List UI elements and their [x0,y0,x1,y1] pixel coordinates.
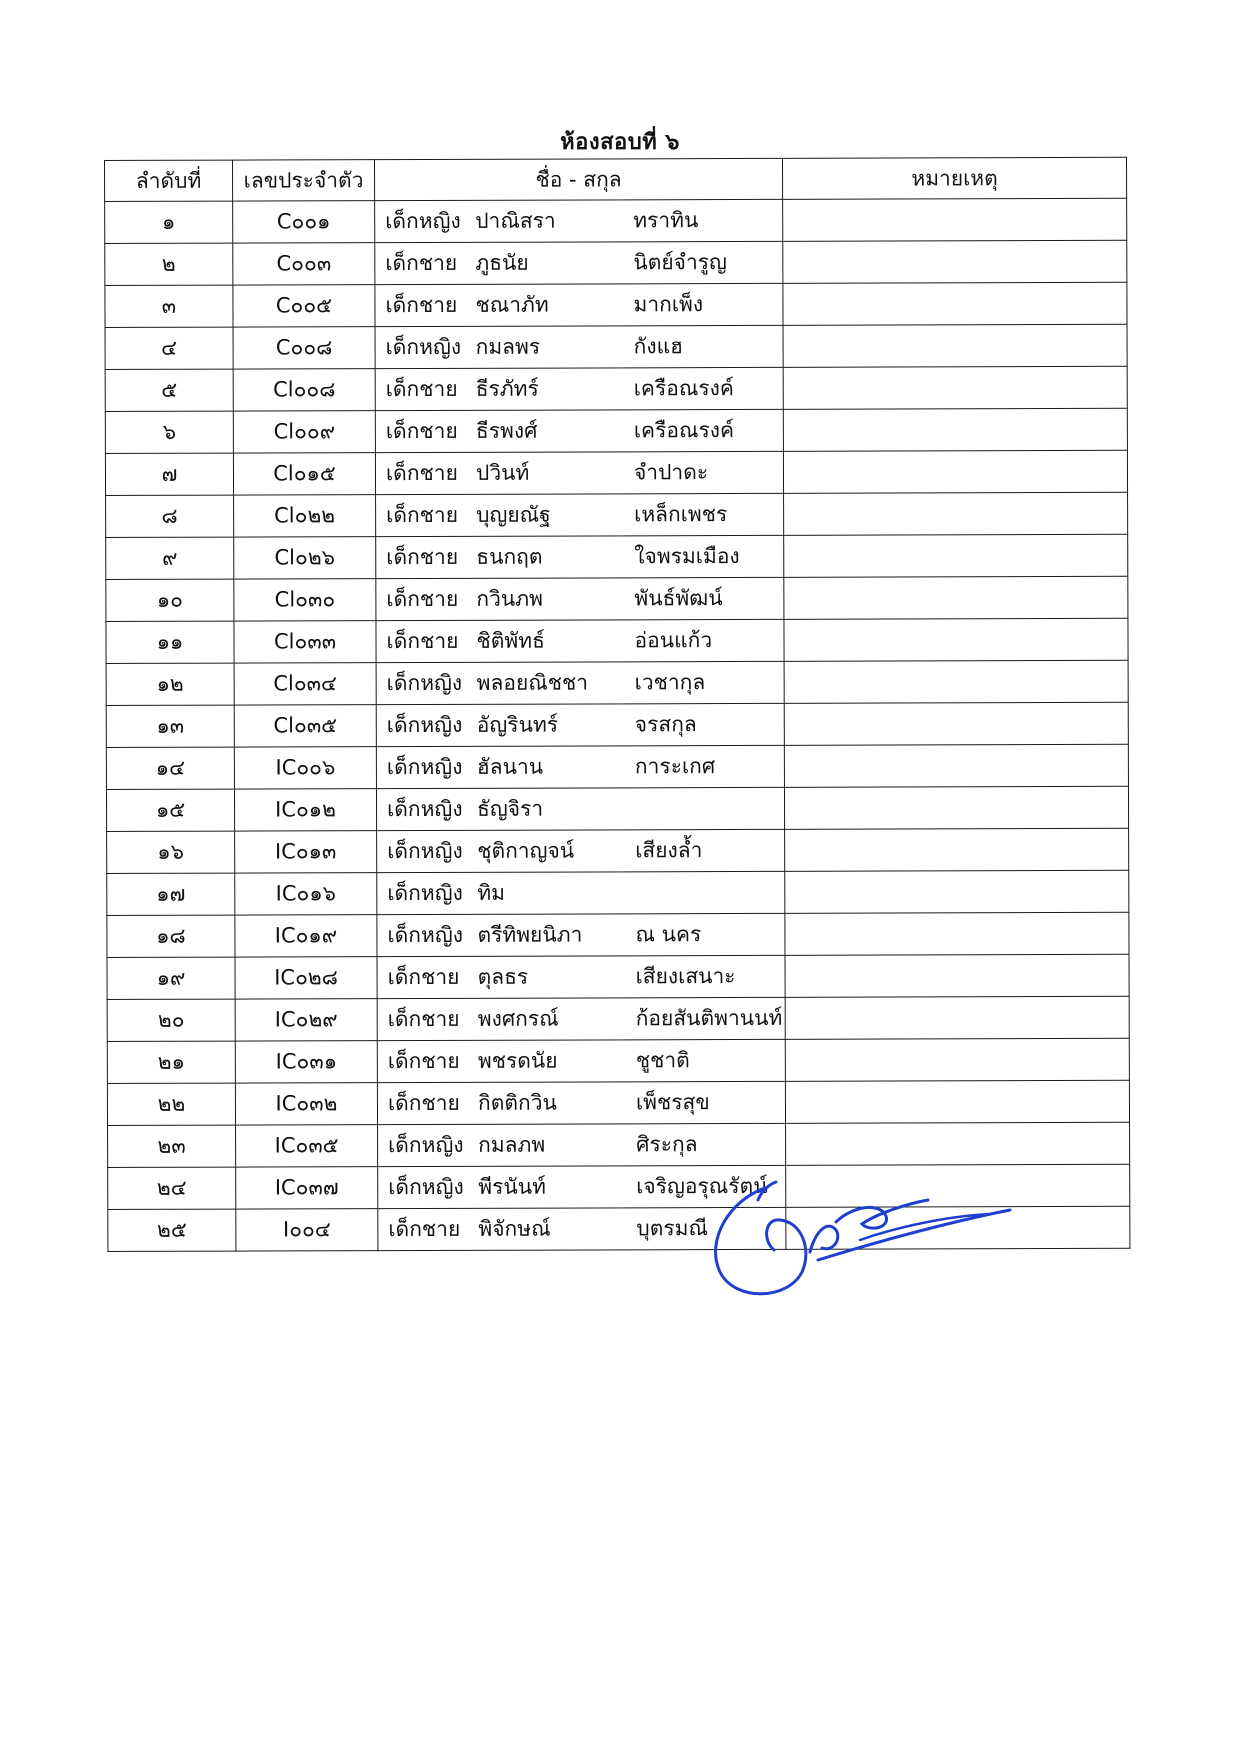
surname: เสียงเสนาะ [635,964,736,989]
surname: ก้อยสันติพานนท์ [635,1005,783,1031]
remarks-cell [784,702,1128,745]
surname: นิตย์จำรูญ [633,250,727,275]
given-name: กวินภพ [476,586,543,611]
header-student-id: เลขประจำตัว [233,160,375,201]
student-id: Cl๐๓๕ [234,705,376,747]
table-row [106,786,1128,831]
name-prefix: เด็กชาย [387,1090,460,1116]
remarks-cell [785,954,1129,997]
given-name: ธนกฤต [476,544,543,569]
student-full-name [375,199,783,242]
remarks-cell [784,618,1128,661]
name-prefix: เด็กชาย [385,376,458,402]
student-full-name [375,283,783,326]
table-row [106,534,1128,579]
table-header [105,157,1127,201]
student-id: C๐๐๑ [233,201,375,243]
student-full-name [376,493,784,536]
given-name: ชิติพัทธ์ [476,628,545,653]
surname: จำปาดะ [633,460,709,485]
table-row [106,660,1128,705]
student-full-name [376,577,784,620]
surname: ณ นคร [635,922,702,947]
row-number: ๒๕ [108,1209,236,1251]
student-id: C๐๐๓ [233,243,375,285]
name-prefix: เด็กหญิง [387,838,463,864]
header-remarks: หมายเหตุ [782,157,1126,199]
student-full-name [377,1039,785,1082]
name-prefix: เด็กหญิง [388,1174,464,1200]
given-name: กมลพร [475,334,541,359]
surname: เสียงล้ำ [635,838,703,863]
surname: บุตรมณี [636,1216,708,1241]
name-prefix: เด็กชาย [387,964,460,990]
row-number: ๑๒ [106,663,234,705]
remarks-cell [783,324,1127,367]
table-body [105,198,1130,1251]
header-full-name: ชื่อ - สกุล [375,158,783,200]
row-number: ๙ [106,537,234,579]
given-name: พีรนันท์ [478,1174,546,1199]
student-id: C๐๐๕ [233,285,375,327]
name-prefix: เด็กหญิง [388,1132,464,1158]
given-name: กิตติกวิน [477,1090,557,1115]
remarks-cell [784,534,1128,577]
row-number: ๑๗ [107,873,235,915]
given-name: พชรดนัย [477,1048,558,1073]
row-number: ๑๙ [107,957,235,999]
surname: จรสกุล [634,712,697,737]
given-name: ตรีทิพยนิภา [477,922,583,947]
given-name: ทิม [477,880,506,905]
name-prefix: เด็กชาย [385,460,458,486]
name-prefix: เด็กชาย [386,544,459,570]
table-row [107,870,1129,915]
surname: เครือณรงค์ [633,376,734,401]
student-full-name [377,1081,785,1124]
name-prefix: เด็กชาย [386,502,459,528]
student-id: IC๐๒๘ [235,957,377,999]
given-name: ธีรพงศ์ [475,418,538,443]
student-full-name [376,787,784,830]
row-number: ๒ [105,243,233,285]
given-name: อัญรินทร์ [476,712,559,737]
student-id: IC๐๐๖ [234,747,376,789]
table-row [107,828,1129,873]
student-full-name [375,241,783,284]
remarks-cell [783,282,1127,325]
student-full-name [376,661,784,704]
surname: กังแฮ [633,334,683,359]
remarks-cell [784,744,1128,787]
student-full-name [375,325,783,368]
student-id: IC๐๑๖ [235,873,377,915]
student-id: IC๐๓๑ [235,1041,377,1083]
signature-scribble [710,1160,1030,1305]
row-number: ๖ [105,411,233,453]
surname: เวชากุล [634,670,706,695]
surname: เพ็ชรสุข [635,1090,710,1115]
student-full-name [375,367,783,410]
student-id: IC๐๑๒ [234,789,376,831]
remarks-cell [784,660,1128,703]
row-number: ๑ [105,201,233,243]
student-full-name [377,997,785,1040]
student-full-name [376,535,784,578]
surname: พันธ์พัฒน์ [634,586,723,611]
exam-room-roster-table [104,157,1130,1252]
student-full-name [375,451,783,494]
remarks-cell [785,996,1129,1039]
table-row [107,954,1129,999]
name-prefix: เด็กหญิง [385,208,461,234]
remarks-cell [783,240,1127,283]
given-name: ตุลธร [477,964,529,989]
row-number: ๑๓ [106,705,234,747]
table-row [105,324,1127,369]
student-full-name [377,913,785,956]
surname: ทราทิน [633,208,699,233]
remarks-cell [783,366,1127,409]
surname: มากเพ็ง [633,292,704,317]
name-prefix: เด็กชาย [387,1048,460,1074]
surname: เหล็กเพชร [634,502,728,527]
remarks-cell [785,912,1129,955]
surname: ใจพรมเมือง [634,544,740,569]
given-name: พลอยณิชชา [476,670,589,695]
table-row [107,1080,1129,1125]
student-id: Cl๐๓๐ [234,579,376,621]
given-name: ฮัลนาน [476,754,544,779]
row-number: ๒๑ [107,1041,235,1083]
remarks-cell [785,870,1129,913]
surname: การะเกศ [634,754,716,779]
remarks-cell [784,492,1128,535]
name-prefix: เด็กชาย [386,628,459,654]
student-full-name [376,703,784,746]
name-prefix: เด็กชาย [387,1006,460,1032]
surname: ศิระกุล [636,1132,698,1157]
row-number: ๗ [105,453,233,495]
row-number: ๘ [106,495,234,537]
surname: ชูชาติ [635,1048,690,1073]
header-number: ลำดับที่ [105,160,233,201]
name-prefix: เด็กหญิง [387,922,464,948]
student-full-name [376,745,784,788]
table-row [105,240,1127,285]
row-number: ๕ [105,369,233,411]
given-name: ปาณิสรา [475,208,556,233]
student-id: C๐๐๘ [233,327,375,369]
student-id: Cl๐๒๖ [234,537,376,579]
name-prefix: เด็กหญิง [386,670,463,696]
table-row [107,996,1129,1041]
name-prefix: เด็กชาย [385,418,458,444]
student-id: Cl๐๒๒ [234,495,376,537]
table-row [105,366,1127,411]
remarks-cell [785,1038,1129,1081]
table-row [106,744,1128,789]
given-name: พิจักษณ์ [478,1216,551,1241]
given-name: ปวินท์ [475,460,530,485]
surname: เครือณรงค์ [633,418,735,443]
name-prefix: เด็กชาย [385,250,458,276]
student-id: IC๐๓๒ [235,1083,377,1125]
name-prefix: เด็กชาย [386,586,459,612]
student-id: Cl๐๐๙ [233,411,375,453]
row-number: ๒๓ [108,1125,236,1167]
student-full-name [377,955,785,998]
name-prefix: เด็กหญิง [387,880,463,906]
row-number: ๔ [105,327,233,369]
student-id: IC๐๒๙ [235,999,377,1041]
row-number: ๑๔ [106,747,234,789]
surname: อ่อนแก้ว [634,628,713,653]
remarks-cell [783,198,1127,241]
given-name: พงศกรณ์ [477,1006,559,1031]
row-number: ๑๐ [106,579,234,621]
table-row [105,450,1127,495]
table-row [105,408,1127,453]
given-name: ชณาภัท [475,292,549,317]
given-name: บุญยณัฐ [476,502,551,527]
table-row [106,492,1128,537]
name-prefix: เด็กหญิง [385,334,462,360]
roster-sheet [104,157,1129,1252]
row-number: ๒๔ [108,1167,236,1209]
table-row [106,576,1128,621]
name-prefix: เด็กหญิง [386,754,463,780]
name-prefix: เด็กชาย [388,1216,461,1242]
student-id: IC๐๑๙ [235,915,377,957]
remarks-cell [785,1080,1129,1123]
row-number: ๒๐ [107,999,235,1041]
table-row [105,198,1127,243]
table-row [106,702,1128,747]
row-number: ๑๖ [107,831,235,873]
remarks-cell [785,828,1129,871]
given-name: ธีรภัทร์ [475,376,539,401]
student-id: Cl๐๓๓ [234,621,376,663]
name-prefix: เด็กหญิง [387,796,463,822]
student-full-name [375,409,783,452]
table-row [106,618,1128,663]
table-row [105,282,1127,327]
row-number: ๓ [105,285,233,327]
student-id: Cl๐๑๕ [233,453,375,495]
given-name: ภูธนัย [475,250,529,275]
student-id: IC๐๓๕ [236,1125,378,1167]
row-number: ๑๘ [107,915,235,957]
row-number: ๑๑ [106,621,234,663]
student-full-name [377,829,785,872]
header-row [105,157,1127,201]
given-name: ชุติกาญจน์ [477,838,575,863]
name-prefix: เด็กชาย [385,292,458,318]
given-name: กมลภพ [478,1132,546,1157]
name-prefix: เด็กหญิง [386,712,463,738]
student-id: IC๐๑๓ [235,831,377,873]
page-title: ห้องสอบที่ ๖ [560,130,680,155]
remarks-cell [786,1122,1130,1165]
student-id: Cl๐๓๔ [234,663,376,705]
remarks-cell [783,408,1127,451]
table-row [107,1038,1129,1083]
remarks-cell [784,576,1128,619]
student-id: IC๐๓๗ [236,1167,378,1209]
remarks-cell [783,450,1127,493]
table-row [107,912,1129,957]
student-full-name [377,871,785,914]
given-name: ธัญจิรา [477,796,544,821]
student-id: I๐๐๔ [236,1209,378,1251]
student-full-name [376,619,784,662]
student-id: Cl๐๐๘ [233,369,375,411]
remarks-cell [784,786,1128,829]
row-number: ๑๕ [106,789,234,831]
surname: เจริญอรุณรัตน์ [636,1173,768,1199]
row-number: ๒๒ [107,1083,235,1125]
